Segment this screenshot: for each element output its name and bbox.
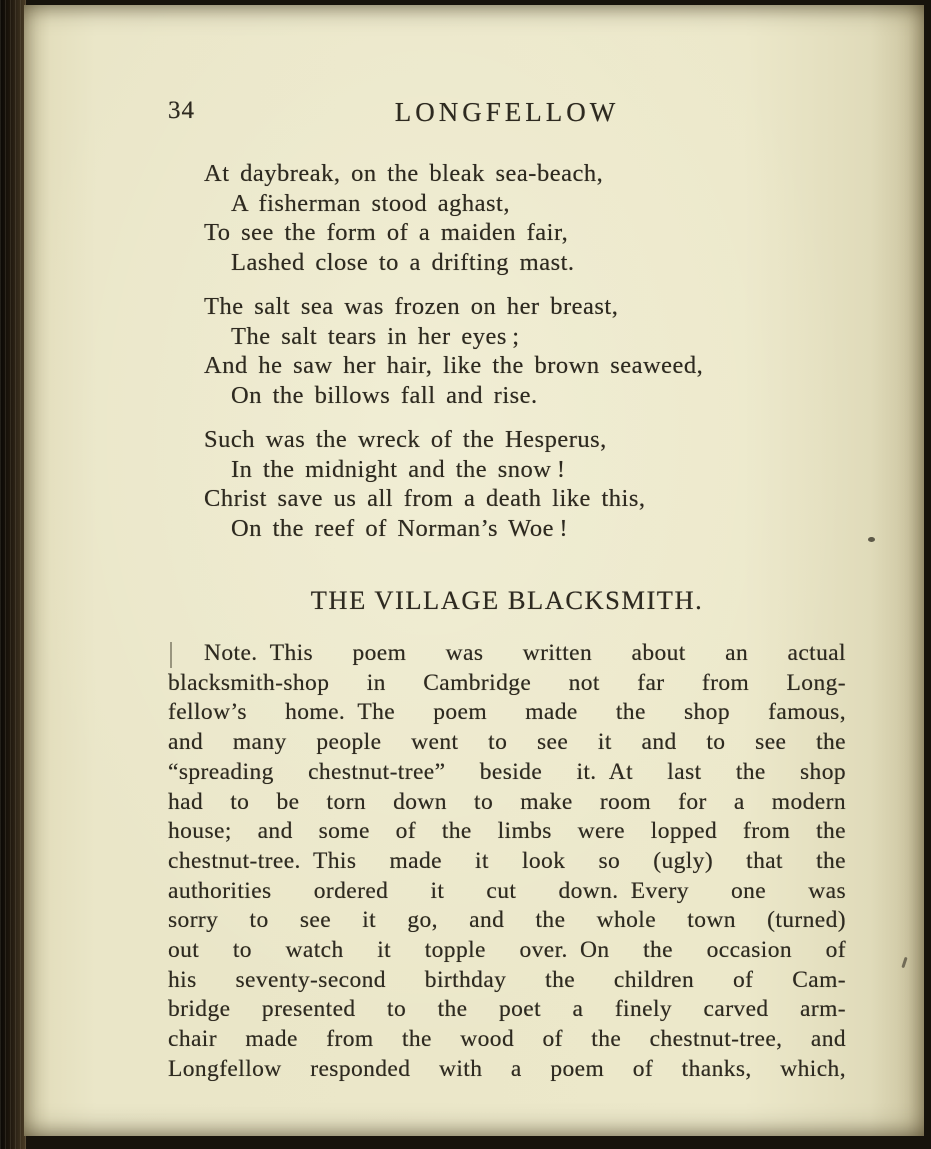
note-paragraph (168, 639, 846, 1085)
note-line: house; and some of the limbs were lopped from the (168, 818, 846, 845)
note-line: Longfellow responded with a poem of thanks, which, (168, 1055, 846, 1082)
poem-line: On the billows fall and rise. (231, 381, 538, 409)
section-title: THE VILLAGE BLACKSMITH. (310, 585, 704, 615)
poem-line: The salt tears in her eyes ; (231, 322, 520, 350)
note-line: his seventy-second birthday the children of Cam- (168, 966, 846, 993)
note-line: chestnut-tree. This made it look so (ugly) that the (168, 847, 846, 874)
page-header (168, 95, 846, 129)
poem-stanza (204, 292, 846, 410)
poem-line: On the reef of Norman’s Woe ! (231, 514, 569, 542)
note-line: fellow’s home. The poem made the shop famous, (168, 699, 846, 726)
poem-line: At daybreak, on the bleak sea-beach, (204, 160, 604, 187)
note-line: chair made from the wood of the chestnut-tree, and (168, 1026, 846, 1053)
note-line: and many people went to see it and to see the (168, 729, 846, 756)
paper (24, 5, 924, 1136)
poem-line: To see the form of a maiden fair, (204, 219, 569, 246)
poem-line: Lashed close to a drifting mast. (231, 248, 575, 276)
scan-artifact (170, 642, 172, 668)
note-line: Note. This poem was written about an actual (204, 640, 846, 666)
note-line: authorities ordered it cut down. Every one was (168, 877, 846, 904)
poem-line: A fisherman stood aghast, (231, 189, 510, 217)
poem (204, 159, 846, 543)
note-line: “spreading chestnut-tree” beside it. At last the shop (168, 758, 846, 785)
note-line: bridge presented to the poet a finely carved arm- (168, 996, 846, 1023)
note-line: blacksmith-shop in Cambridge not far from Long- (168, 669, 846, 696)
note-line: out to watch it topple over. On the occasion of (168, 937, 846, 964)
poem-stanza (204, 425, 846, 543)
scan-artifact (868, 537, 875, 542)
note-line: sorry to see it go, and the whole town (turned) (168, 907, 846, 934)
poem-line: Such was the wreck of the Hesperus, (204, 426, 607, 453)
page-number: 34 (168, 97, 195, 124)
book-binding-edge (0, 0, 26, 1149)
note-line: had to be torn down to make room for a modern (168, 788, 846, 815)
running-header: LONGFELLOW (394, 97, 620, 127)
poem-line: And he saw her hair, like the brown seaweed, (204, 352, 704, 379)
poem-line: Christ save us all from a death like this, (204, 485, 646, 512)
poem-line: The salt sea was frozen on her breast, (204, 293, 619, 320)
poem-stanza (204, 159, 846, 277)
poem-line: In the midnight and the snow ! (231, 455, 566, 483)
